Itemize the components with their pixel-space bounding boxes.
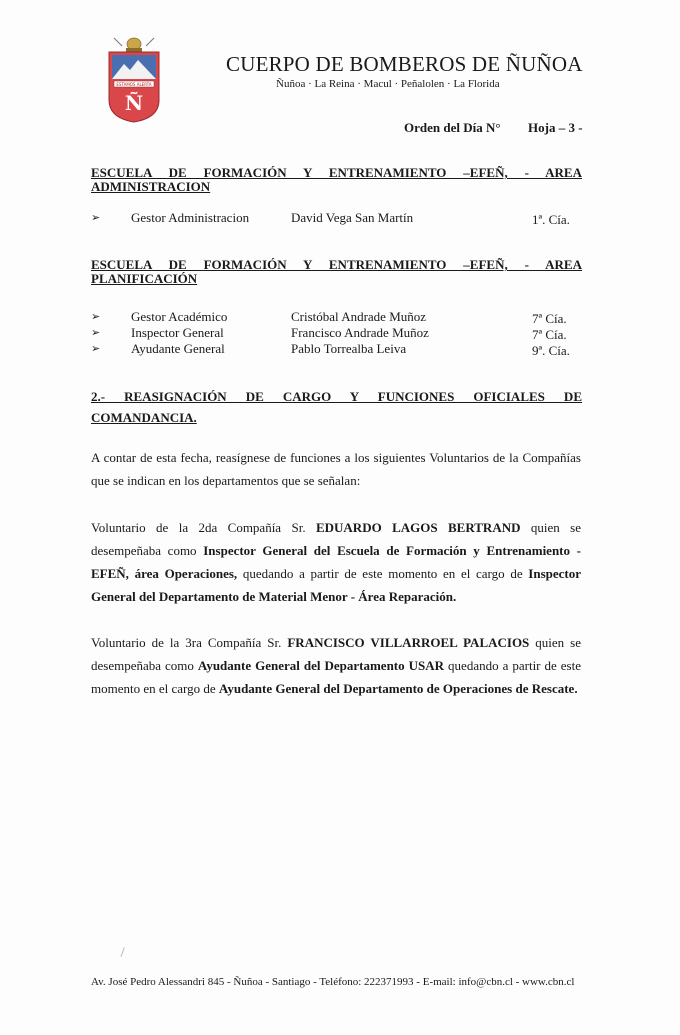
person-name: Cristóbal Andrade Muñoz <box>291 309 427 324</box>
volunteer-name: FRANCISCO VILLARROEL PALACIOS <box>287 635 530 650</box>
company: 9ª. Cía. <box>532 343 570 358</box>
stray-mark <box>120 947 129 958</box>
bullet-icon: ➢ <box>91 327 101 339</box>
company: 7ª Cía. <box>532 311 567 326</box>
section-title-planificacion-line2: PLANIFICACIÓN <box>91 271 198 286</box>
paragraph-text: quedando a partir de este momento en el cargo de <box>237 566 529 581</box>
reassignment-heading-line2: COMANDANCIA. <box>91 410 197 425</box>
volunteer-name: EDUARDO LAGOS BERTRAND <box>315 520 521 535</box>
section-title-administracion: ESCUELA DE FORMACIÓN Y ENTRENAMIENTO –EFEÑ, - AREA <box>91 165 582 180</box>
order-of-the-day-label: Orden del Día N° <box>404 120 501 135</box>
company: 1ª. Cía. <box>532 212 570 227</box>
organization-subtitle: Ñuñoa · La Reina · Macul · Peñalolen · La Florida <box>276 78 500 90</box>
section-title-planificacion: ESCUELA DE FORMACIÓN Y ENTRENAMIENTO –EFEÑ, - AREA <box>91 257 582 272</box>
role: Ayudante General <box>131 341 225 356</box>
previous-position: Inspector General del Escuela de Formación y Entrenamiento - EFEÑ, área Operaciones, <box>91 543 581 581</box>
person-name: Francisco Andrade Muñoz <box>291 325 429 340</box>
sheet-number: Hoja – 3 - <box>528 120 583 135</box>
footer-contact: Av. José Pedro Alessandri 845 - Ñuñoa - Santiago - Teléfono: 222371993 - E-mail: info@cbn.cl - www.cbn.cl <box>91 976 575 988</box>
organization-logo <box>106 34 162 124</box>
intro-paragraph: A contar de esta fecha, reasígnese de funciones a los siguientes Voluntarios de la Compañías que se indican en los departamentos que se señalan: <box>91 450 581 488</box>
paragraph-text: quien se desempeñaba como <box>91 520 581 558</box>
organization-title: CUERPO DE BOMBEROS DE ÑUÑOA <box>226 52 583 76</box>
bullet-icon: ➢ <box>91 343 101 355</box>
role: Inspector General <box>131 325 224 340</box>
reassignment-paragraph-1 <box>91 516 581 608</box>
paragraph-text: quien se desempeñaba como <box>91 635 581 673</box>
reassignment-heading: 2.- REASIGNACIÓN DE CARGO Y FUNCIONES OFICIALES DE <box>91 389 582 404</box>
logo-letter: Ñ <box>124 91 144 115</box>
person-name: David Vega San Martín <box>291 210 414 225</box>
previous-position: Ayudante General del Departamento USAR <box>197 658 445 673</box>
company: 7ª Cía. <box>532 327 567 342</box>
reassignment-paragraph-2 <box>91 631 581 700</box>
new-position: Ayudante General del Departamento de Operaciones de Rescate. <box>218 681 578 696</box>
new-position: Inspector General del Departamento de Material Menor - Área Reparación. <box>91 566 581 604</box>
bullet-icon: ➢ <box>91 311 101 323</box>
paragraph-text: Voluntario de la 3ra Compañía Sr. <box>91 635 288 650</box>
bullet-icon: ➢ <box>91 212 101 224</box>
person-name: Pablo Torrealba Leiva <box>291 341 407 356</box>
paragraph-text: quedando a partir de este momento en el cargo de <box>91 658 581 696</box>
paragraph-text: Voluntario de la 2da Compañía Sr. <box>91 520 316 535</box>
section-title-administracion-line2: ADMINISTRACION <box>91 179 211 194</box>
logo-motto: ESTAMOS ALERTA <box>116 81 152 87</box>
role: Gestor Administracion <box>131 210 250 225</box>
role: Gestor Académico <box>131 309 228 324</box>
helmet-crest-icon <box>114 38 154 52</box>
